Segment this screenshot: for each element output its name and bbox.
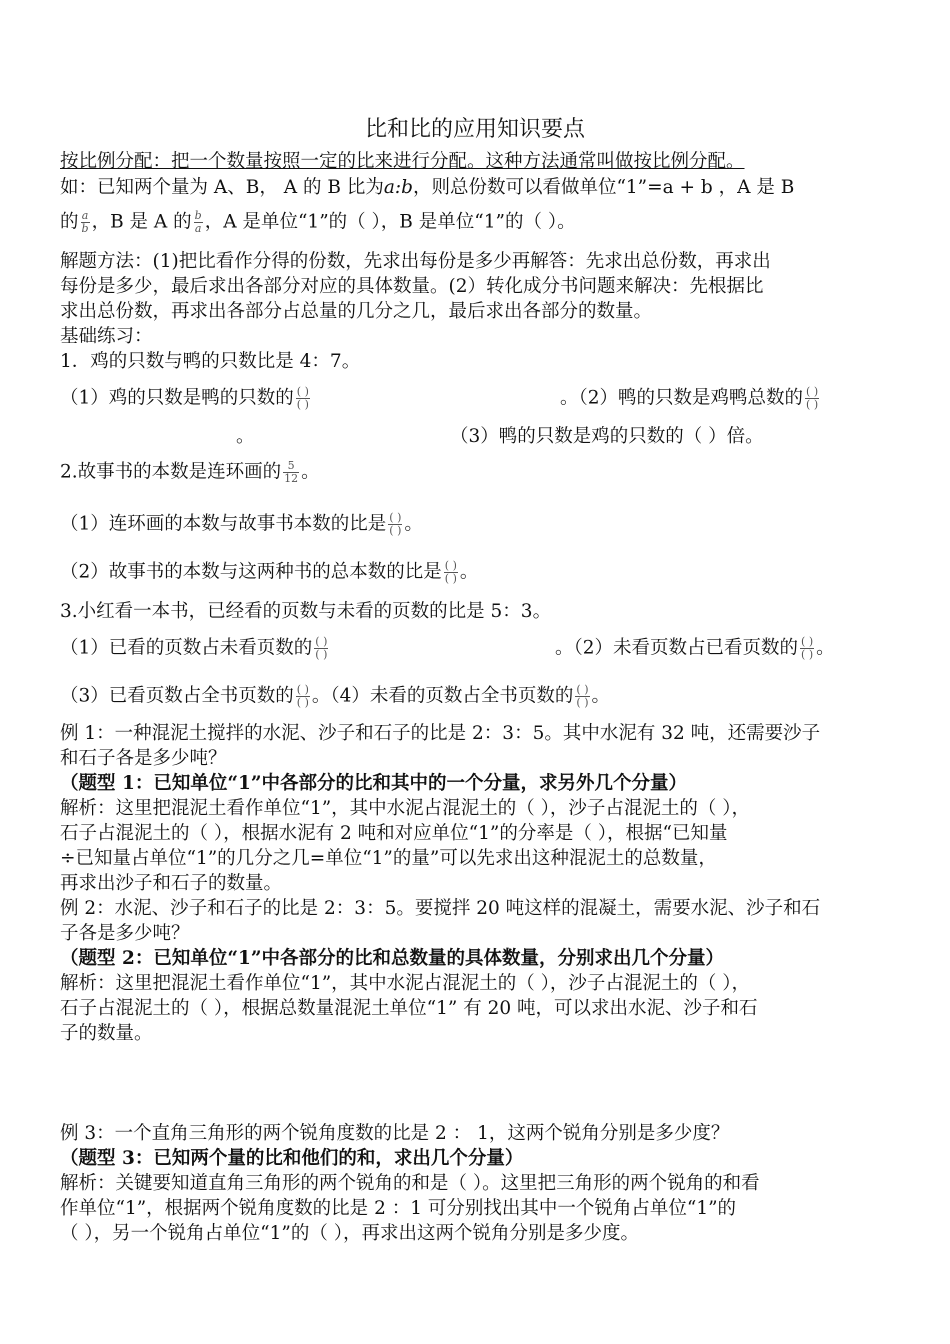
blank-fraction: [314, 636, 328, 661]
q2-part1-end: 。: [404, 513, 423, 535]
blank-fraction: [805, 386, 819, 411]
practice-heading: 基础练习：: [60, 326, 153, 347]
q3-part1: [60, 636, 330, 661]
fraction-numerator: ( ): [315, 635, 328, 648]
example-intro-line1: [60, 176, 794, 200]
definition-text: 按比例分配：把一个数量按照一定的比来进行分配。这种方法通常叫做按比例分配。: [60, 151, 745, 172]
fraction-denominator: ( ): [296, 398, 309, 411]
fraction-numerator: a: [81, 209, 89, 222]
fraction-denominator: ( ): [801, 648, 814, 661]
fraction-denominator: ( ): [389, 524, 402, 537]
q2-stem: [60, 460, 320, 485]
analysis1-line2: 石子占混泥土的（ ），根据水泥有 2 吨和对应单位“1”的分率是（ ），根据“已知量: [60, 823, 728, 844]
analysis1-line3: ÷已知量占单位“1”的几分之几=单位“1”的量”可以先求出这种混泥土的总数量，: [60, 848, 717, 869]
analysis2-line1: 解析：这里把混泥土看作单位“1”，其中水泥占混泥土的（ ），沙子占混泥土的（ ），: [60, 973, 750, 994]
example1-line1: 例 1：一种混泥土搅拌的水泥、沙子和石子的比是 2：3：5。其中水泥有 32 吨，还需要沙子: [60, 723, 821, 744]
fraction-denominator: ( ): [315, 648, 328, 661]
page-title: 比和比的应用知识要点: [364, 117, 585, 142]
q3-stem: 3.小红看一本书，已经看的页数与未看的页数的比是 5：3。: [60, 601, 552, 622]
fraction-5-12: [283, 460, 299, 485]
example2-line1: 例 2：水泥、沙子和石子的比是 2：3：5。要搅拌 20 吨这样的混凝土，需要水泥、沙子和石: [60, 898, 821, 919]
example1-line2: 和石子各是多少吨？: [60, 748, 227, 769]
fraction-denominator: ( ): [444, 572, 457, 585]
q1-part1-text: （1）鸡的只数是鸭的只数的: [60, 387, 294, 409]
blank-fraction: [575, 684, 589, 709]
q1-part2-end: 。: [236, 426, 255, 447]
intro-text-b: ，则总份数可以看做单位“1”=a + b ，A 是 B: [412, 177, 795, 198]
type2-heading: （题型 2：已知单位“1”中各部分的比和总数量的具体数量，分别求出几个分量）: [60, 948, 724, 969]
example-intro-line2: [60, 210, 576, 235]
fraction-numerator: ( ): [296, 683, 309, 696]
analysis2-line2: 石子占混泥土的（ ），根据总数量混泥土单位“1” 有 20 吨，可以求出水泥、沙子和石: [60, 998, 758, 1019]
fraction-numerator: 5: [283, 460, 299, 473]
q3-part4-text: 。（4）未看的页数占全书页数的: [311, 685, 574, 707]
q3-part2-text: 。（2）未看页数占已看页数的: [555, 637, 799, 659]
q3-part3-text: （3）已看页数占全书页数的: [60, 685, 294, 707]
intro-text-d: ，B 是 A 的: [91, 211, 192, 233]
q2-part2-end: 。: [459, 561, 479, 583]
q1-part2: [560, 386, 821, 411]
fraction-denominator: a: [194, 222, 202, 235]
q3-part2-end: 。: [816, 637, 835, 659]
q1-part2-text: （2）鸭的只数是鸡鸭总数的: [578, 387, 804, 409]
fraction-numerator: b: [194, 209, 202, 222]
q1-dot: 。: [560, 387, 579, 409]
analysis3-line1: 解析：关键要知道直角三角形的两个锐角的和是（ ）。这里把三角形的两个锐角的和看: [60, 1173, 760, 1194]
q2-part1: [60, 512, 423, 537]
fraction-a-over-b: [81, 210, 90, 235]
blank-fraction: [800, 636, 814, 661]
analysis3-line3: （ ），另一个锐角占单位“1”的（ ），再求出这两个锐角分别是多少度。: [60, 1223, 639, 1244]
q1-part1: [60, 386, 312, 411]
fraction-denominator: 12: [284, 472, 299, 485]
fraction-numerator: ( ): [296, 385, 309, 398]
q2-stem-text: 2.故事书的本数是连环画的: [60, 461, 282, 483]
q3-part3-4: [60, 684, 610, 709]
method-line-1: 解题方法：(1)把比看作分得的份数，先求出每份是多少再解答：先求出总份数，再求出: [60, 251, 771, 272]
q1-part3: （3）鸭的只数是鸡的只数的（ ）倍。: [450, 426, 764, 447]
fraction-denominator: b: [81, 222, 89, 235]
fraction-numerator: ( ): [576, 683, 589, 696]
method-line-2: 每份是多少，最后求出各部分对应的具体数量。(2）转化成分书问题来解决：先根据比: [60, 276, 764, 297]
fraction-numerator: ( ): [444, 559, 457, 572]
q2-part1-text: （1）连环画的本数与故事书本数的比是: [60, 513, 387, 535]
q2-stem-end: 。: [301, 461, 320, 483]
intro-text-c: 的: [60, 211, 79, 233]
q2-part2: [60, 560, 478, 585]
fraction-numerator: ( ): [389, 511, 402, 524]
q3-part1-text: （1）已看的页数占未看页数的: [60, 637, 313, 659]
fraction-numerator: ( ): [801, 635, 814, 648]
type3-heading: （题型 3：已知两个量的比和他们的和，求出几个分量）: [60, 1148, 524, 1169]
intro-text-a: 如：已知两个量为 A、B， A 的 B 比为: [60, 177, 384, 198]
analysis3-line2: 作单位“1”，根据两个锐角度数的比是 2 ：1 可分别找出其中一个锐角占单位“1”的: [60, 1198, 737, 1219]
blank-fraction: [296, 684, 310, 709]
q3-part2: [555, 636, 835, 661]
example3-line: 例 3：一个直角三角形的两个锐角度数的比是 2 ： 1，这两个锐角分别是多少度？: [60, 1123, 730, 1144]
blank-fraction: [388, 512, 402, 537]
fraction-denominator: ( ): [296, 696, 309, 709]
type1-heading: （题型 1：已知单位“1”中各部分的比和其中的一个分量，求另外几个分量）: [60, 773, 687, 794]
example2-line2: 子各是多少吨？: [60, 923, 190, 944]
analysis1-line1: 解析：这里把混泥土看作单位“1”，其中水泥占混泥土的（ ），沙子占混泥土的（ ），: [60, 798, 750, 819]
fraction-b-over-a: [194, 210, 203, 235]
q2-part2-text: （2）故事书的本数与这两种书的总本数的比是: [60, 561, 442, 583]
ratio-text: a:b: [383, 177, 413, 198]
fraction-numerator: ( ): [806, 385, 819, 398]
method-line-3: 求出总份数，再求出各部分占总量的几分之几，最后求出各部分的数量。: [60, 301, 653, 322]
fraction-denominator: ( ): [576, 696, 589, 709]
blank-fraction: [444, 560, 458, 585]
analysis2-line3: 子的数量。: [60, 1023, 153, 1044]
q3-part4-end: 。: [591, 685, 611, 707]
intro-text-e: ，A 是单位“1”的（ ），B 是单位“1”的（ ）。: [204, 211, 576, 233]
blank-fraction: [296, 386, 310, 411]
q1-stem: 1．鸡的只数与鸭的只数比是 4：7。: [60, 351, 361, 372]
fraction-denominator: ( ): [806, 398, 819, 411]
analysis1-line4: 再求出沙子和石子的数量。: [60, 873, 283, 894]
